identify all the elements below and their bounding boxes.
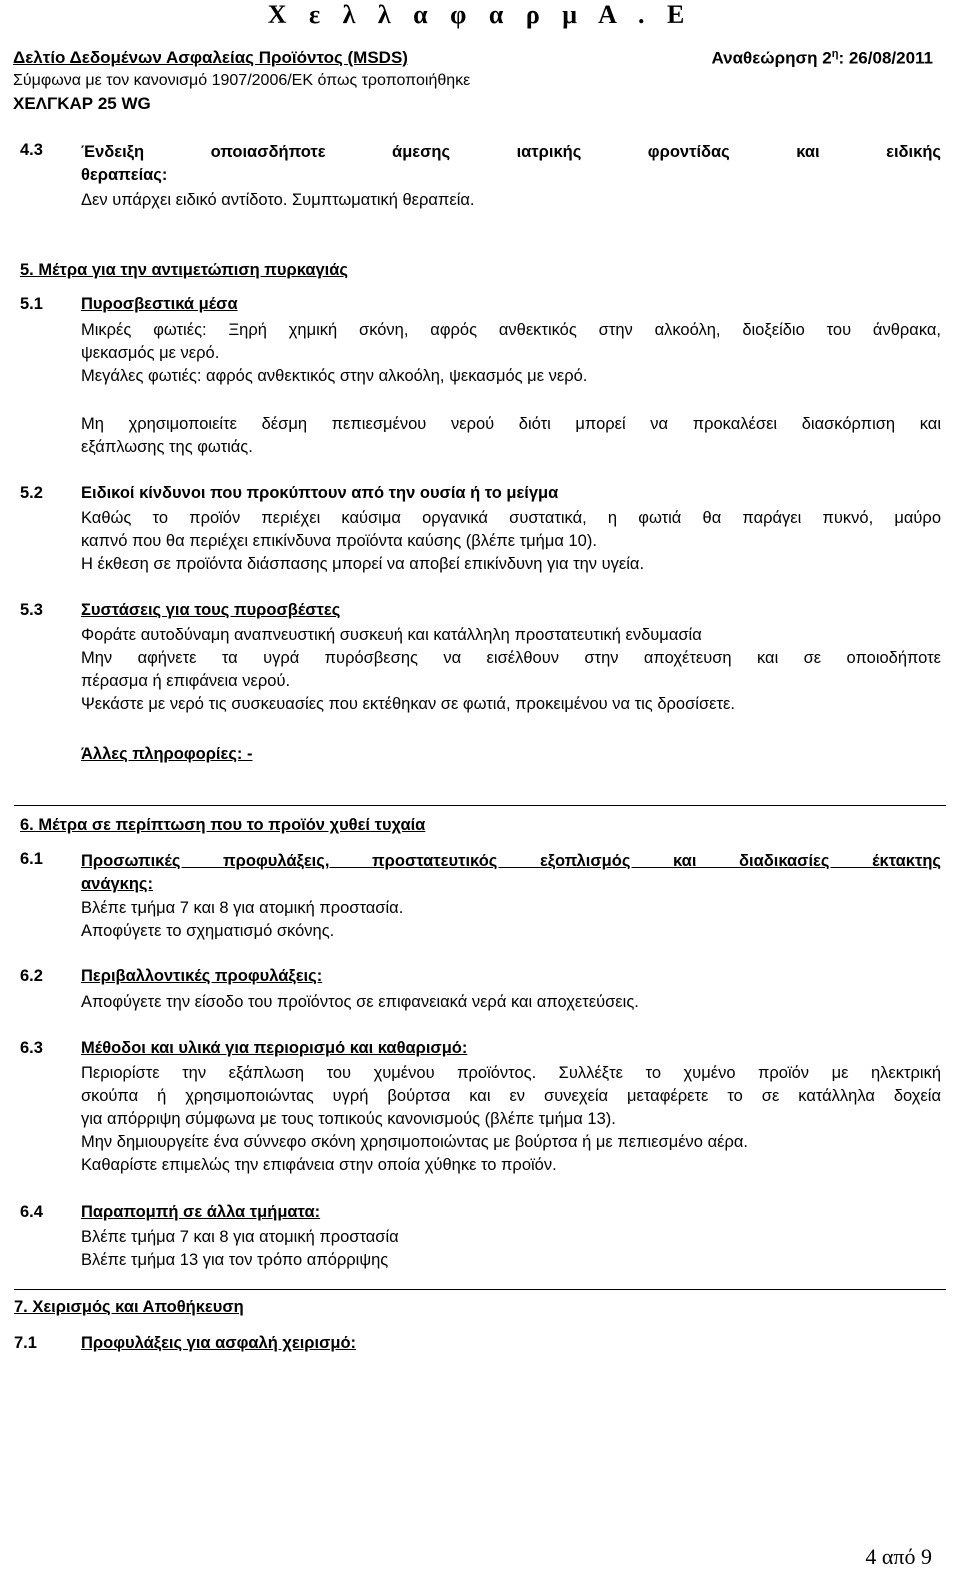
section-6-4-line1: Βλέπε τμήμα 7 και 8 για ατομική προστασία <box>81 1228 399 1246</box>
revision-superscript: η <box>831 48 839 60</box>
section-5-1-line5: εξάπλωσης της φωτιάς. <box>81 438 253 456</box>
other-information: Άλλες πληροφορίες: - <box>81 745 253 763</box>
section-5-3-line1: Φοράτε αυτοδύναμη αναπνευστική συσκευή και κατάλληλη προστατευτική ενδυμασία <box>81 626 702 644</box>
section-4-3-number: 4.3 <box>20 141 43 159</box>
section-5-1-line2: ψεκασμός με νερό. <box>81 344 220 362</box>
section-5-2-title: Ειδικοί κίνδυνοι που προκύπτουν από την ουσία ή το μείγμα <box>81 484 559 502</box>
section-5-3-line4: Ψεκάστε με νερό τις συσκευασίες που εκτέθηκαν σε φωτιά, προκειμένου να τις δροσίσετε. <box>81 695 735 713</box>
section-6-heading: 6. Μέτρα σε περίπτωση που το προϊόν χυθεί τυχαία <box>20 816 426 834</box>
section-7-heading: 7. Χειρισμός και Αποθήκευση <box>14 1298 244 1316</box>
section-6-3-number: 6.3 <box>20 1039 43 1057</box>
section-6-2-text: Αποφύγετε την είσοδο του προϊόντος σε επιφανειακά νερά και αποχετεύσεις. <box>81 993 639 1011</box>
section-6-4-text <box>81 1226 941 1272</box>
section-divider-2 <box>14 1289 946 1290</box>
section-6-3-line2: σκούπα ή χρησιμοποιώντας υγρή βούρτσα και εν συνεχεία μεταφέρετε το σε κατάλληλα δοχεία <box>81 1087 941 1105</box>
section-6-3-text <box>81 1062 941 1177</box>
section-6-3-line3: για απόρριψη σύμφωνα με τους τοπικούς κανονισμούς (βλέπε τμήμα 13). <box>81 1110 616 1128</box>
section-5-1-line4: Μη χρησιμοποιείτε δέσμη πεπιεσμένου νερού διότι μπορεί να προκαλέσει διασκόρπιση και <box>81 415 941 433</box>
section-divider <box>14 805 946 806</box>
section-7-1-title: Προφυλάξεις για ασφαλή χειρισμό: <box>81 1334 357 1352</box>
section-5-2-line1: Καθώς το προϊόν περιέχει καύσιμα οργανικά συστατικά, η φωτιά θα παράγει πυκνό, μαύρο <box>81 509 941 527</box>
section-5-3-line3: πέρασμα ή επιφάνεια νερού. <box>81 672 291 690</box>
section-5-1-text <box>81 319 941 388</box>
section-5-heading: 5. Μέτρα για την αντιμετώπιση πυρκαγιάς <box>20 261 348 279</box>
section-5-2-line3: Η έκθεση σε προϊόντα διάσπασης μπορεί να αποβεί επικίνδυνη για την υγεία. <box>81 555 645 573</box>
section-5-3-text <box>81 624 941 716</box>
section-6-3-line4: Μην δημιουργείτε ένα σύννεφο σκόνη χρησιμοποιώντας με βούρτσα ή με πεπιεσμένο αέρα. <box>81 1133 748 1151</box>
revision <box>711 48 933 69</box>
section-5-3-title: Συστάσεις για τους πυροσβέστες <box>81 601 341 619</box>
section-4-3-text: Δεν υπάρχει ειδικό αντίδοτο. Συμπτωματική θεραπεία. <box>81 191 475 209</box>
section-5-3-line2: Μην αφήνετε τα υγρά πυρόσβεσης να εισέλθουν στην αποχέτευση και σε οποιοδήποτε <box>81 649 941 667</box>
section-6-1-line1: Βλέπε τμήμα 7 και 8 για ατομική προστασία. <box>81 899 404 917</box>
section-5-3-number: 5.3 <box>20 601 43 619</box>
section-6-1-title-line2: ανάγκης: <box>81 875 153 893</box>
section-6-1-number: 6.1 <box>20 850 43 868</box>
section-6-3-line5: Καθαρίστε επιμελώς την επιφάνεια στην οποία χύθηκε το προϊόν. <box>81 1156 557 1174</box>
section-6-2-title: Περιβαλλοντικές προφυλάξεις: <box>81 967 323 985</box>
section-5-1-line1: Μικρές φωτιές: Ξηρή χημική σκόνη, αφρός ανθεκτικός στην αλκοόλη, διοξείδιο του άνθρακα, <box>81 321 941 339</box>
section-6-1-line2: Αποφύγετε το σχηματισμό σκόνης. <box>81 922 335 940</box>
section-5-1-number: 5.1 <box>20 295 43 313</box>
section-6-4-number: 6.4 <box>20 1203 43 1221</box>
section-6-1-text <box>81 897 941 943</box>
product-name: ΧΕΛΓΚΑΡ 25 WG <box>13 94 151 113</box>
section-5-1-warning <box>81 413 941 459</box>
section-4-3-title-line2: θεραπείας: <box>81 166 168 184</box>
page-number: 4 από 9 <box>865 1544 932 1569</box>
section-6-4-line2: Βλέπε τμήμα 13 για τον τρόπο απόρριψης <box>81 1251 389 1269</box>
section-5-1-title: Πυροσβεστικά μέσα <box>81 295 238 313</box>
section-5-2-number: 5.2 <box>20 484 43 502</box>
revision-prefix: Αναθεώρηση 2 <box>711 48 832 68</box>
document-title: Δελτίο Δεδομένων Ασφαλείας Προϊόντος (MSDS) <box>13 48 408 67</box>
section-5-2-line2: καπνό που θα περιέχει επικίνδυνα προϊόντα καύσης (βλέπε τμήμα 10). <box>81 532 597 550</box>
section-4-3-title-line1: Ένδειξη οποιασδήποτε άμεσης ιατρικής φροντίδας και ειδικής <box>81 143 941 161</box>
section-5-1-line3: Μεγάλες φωτιές: αφρός ανθεκτικός στην αλκοόλη, ψεκασμός με νερό. <box>81 367 588 385</box>
section-7-1-number: 7.1 <box>14 1334 37 1352</box>
section-4-3-title <box>81 141 941 187</box>
section-6-4-title: Παραπομπή σε άλλα τμήματα: <box>81 1203 321 1221</box>
section-6-3-line1: Περιορίστε την εξάπλωση του χυμένου προϊόντος. Συλλέξτε το χυμένο προϊόν με ηλεκτρική <box>81 1064 941 1082</box>
revision-date: : 26/08/2011 <box>838 48 933 68</box>
section-5-2-text <box>81 507 941 576</box>
company-name: Χ ε λ λ α φ α ρ μ Α . Ε <box>267 0 693 29</box>
section-6-1-title-line1: Προσωπικές προφυλάξεις, προστατευτικός εξοπλισμός και διαδικασίες έκτακτης <box>81 852 941 870</box>
regulation-note: Σύμφωνα με τον κανονισμό 1907/2006/ΕΚ όπως τροποποιήθηκε <box>13 72 471 89</box>
section-6-1-title <box>81 850 941 896</box>
section-6-3-title: Μέθοδοι και υλικά για περιορισμό και καθαρισμό: <box>81 1039 468 1057</box>
section-6-2-number: 6.2 <box>20 967 43 985</box>
